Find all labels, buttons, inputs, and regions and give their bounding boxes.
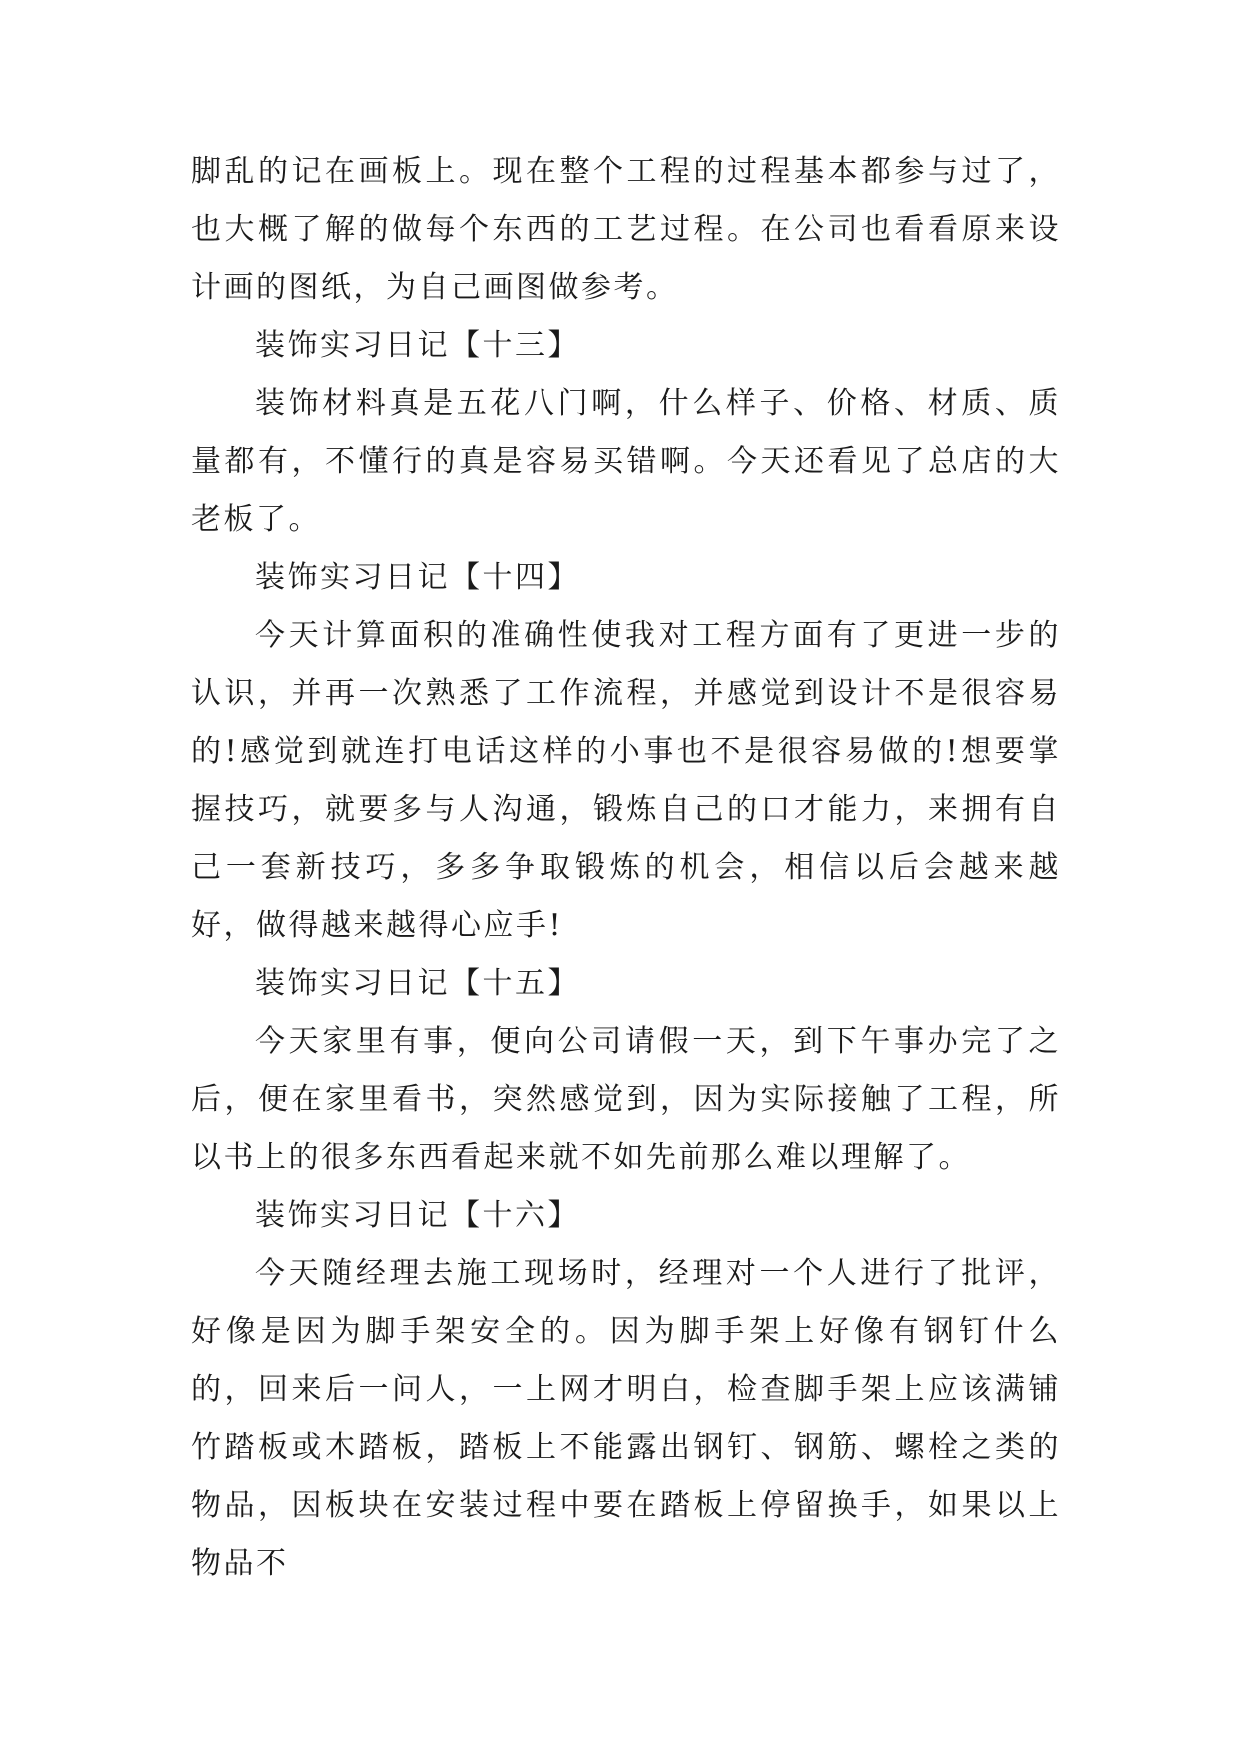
- diary-heading-14: 装饰实习日记【十四】: [255, 560, 580, 595]
- paragraph-16: 今天随经理去施工现场时，经理对一个人进行了批评，好像是因为脚手架安全的。因为脚手架上好像有钢钉什么的，回来后一问人，一上网才明白，检查脚手架上应该满铺竹踏板或木踏板，踏板上不能露出钢钉、钢筋、螺栓之类的物品，因板块在安装过程中要在踏板上停留换手，如果以上物品不: [191, 1256, 1061, 1581]
- diary-heading-15: 装饰实习日记【十五】: [255, 966, 580, 1001]
- diary-heading-16: 装饰实习日记【十六】: [255, 1198, 580, 1233]
- paragraph-14: 今天计算面积的准确性使我对工程方面有了更进一步的认识，并再一次熟悉了工作流程，并感觉到设计不是很容易的!感觉到就连打电话这样的小事也不是很容易做的!想要掌握技巧，就要多与人沟通，锻炼自己的口才能力，来拥有自己一套新技巧，多多争取锻炼的机会，相信以后会越来越好，做得越来越得心应手!: [191, 618, 1061, 943]
- paragraph-13: 装饰材料真是五花八门啊，什么样子、价格、材质、质量都有，不懂行的真是容易买错啊。今天还看见了总店的大老板了。: [191, 386, 1061, 537]
- paragraph-continued: 脚乱的记在画板上。现在整个工程的过程基本都参与过了，也大概了解的做每个东西的工艺过程。在公司也看看原来设计画的图纸，为自己画图做参考。: [191, 154, 1061, 305]
- document-body: [191, 143, 1061, 1593]
- diary-heading-13: 装饰实习日记【十三】: [255, 328, 580, 363]
- paragraph-15: 今天家里有事，便向公司请假一天，到下午事办完了之后，便在家里看书，突然感觉到，因为实际接触了工程，所以书上的很多东西看起来就不如先前那么难以理解了。: [191, 1024, 1061, 1175]
